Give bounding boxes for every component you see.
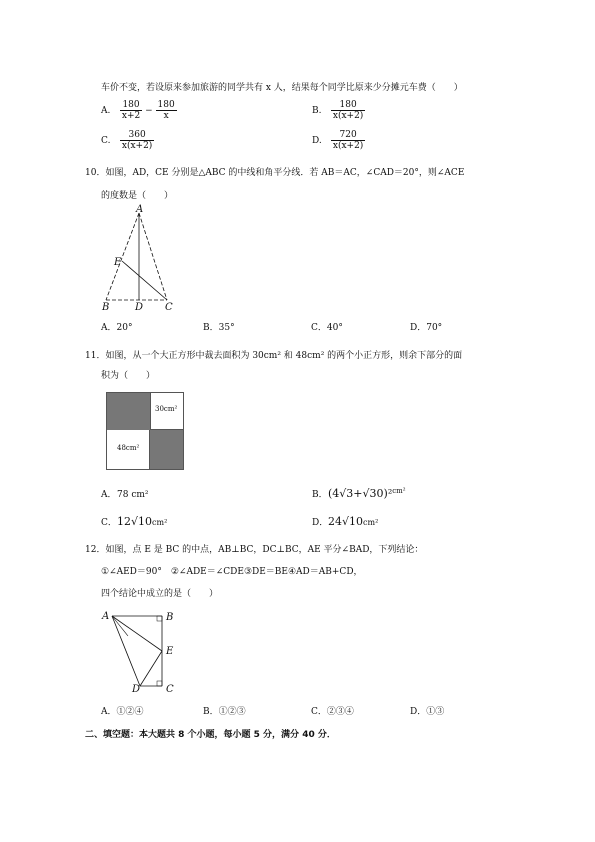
q9-option-a-den2: x (163, 111, 169, 121)
q10-option-b[interactable]: B．35° (203, 323, 235, 333)
q10-stem-line1: 10．如图，AD，CE 分别是△ABC 的中线和角平分线．若 AB＝AC，∠CAD＝20°，则∠ACE (85, 168, 465, 178)
q9-option-a-operator: − (145, 106, 153, 116)
q9-stem: 车价不变，若设原来参加旅游的同学共有 x 人，结果每个同学比原来少分摊元车费（ ） (101, 83, 463, 93)
q11-option-a[interactable] (101, 487, 149, 500)
q9-option-c-num: 360 (120, 130, 154, 141)
q10-label-d: D (135, 302, 144, 313)
q9-option-b-num: 180 (331, 100, 365, 111)
q9-option-b[interactable] (312, 100, 365, 121)
q11-square-30 (150, 393, 183, 430)
q11-option-b-letter: B． (312, 490, 328, 500)
q9-option-d-letter: D. (312, 136, 322, 146)
q11-option-d-expression: 24√10 (328, 515, 364, 528)
q9-option-b-letter: B. (312, 106, 322, 116)
q11-option-b[interactable] (312, 487, 406, 500)
q9-option-c-letter: C. (101, 136, 111, 146)
q10-option-a[interactable]: A．20° (101, 323, 133, 333)
q9-option-d-den: x(x+2) (332, 141, 364, 151)
q9-option-a-frac2 (156, 100, 177, 121)
q9-option-a-den1: x+2 (121, 111, 141, 121)
q12-option-c[interactable]: C．②③④ (311, 707, 354, 717)
q12-label-a: A (102, 611, 110, 622)
q10-triangle-figure (95, 203, 190, 313)
q9-option-b-frac (331, 100, 365, 121)
q11-stem-line2: 积为（ ） (101, 371, 156, 381)
q11-stem-line1: 11．如图，从一个大正方形中裁去面积为 30cm² 和 48cm² 的两个小正方形，则余下部分的面 (85, 351, 463, 361)
q9-option-a-letter: A. (101, 106, 111, 116)
q9-option-c-den: x(x+2) (121, 141, 153, 151)
q10-label-b: B (102, 302, 110, 313)
q11-square-48-label: 48cm² (117, 444, 140, 452)
q11-option-d[interactable] (312, 515, 378, 528)
q10-label-e: E (114, 257, 122, 268)
q11-option-c-expression: 12√10 (117, 515, 153, 528)
q12-label-c: C (166, 684, 174, 694)
q11-option-c-unit: cm² (152, 518, 168, 527)
q9-option-a[interactable] (101, 100, 177, 121)
q9-option-a-frac1 (120, 100, 142, 121)
q9-option-c[interactable] (101, 130, 154, 151)
section-heading-fill-in: 二、填空题：本大题共 8 个小题，每小题 5 分，满分 40 分． (85, 730, 336, 740)
q9-option-d-frac (331, 130, 365, 151)
q12-stem-line3: 四个结论中成立的是（ ） (101, 589, 219, 599)
q9-option-a-num1: 180 (120, 100, 142, 111)
q11-option-d-unit: cm² (363, 518, 379, 527)
q11-option-c[interactable] (101, 515, 167, 528)
q11-option-c-letter: C． (101, 518, 117, 528)
q12-option-d[interactable]: D．①③ (410, 707, 445, 717)
q11-shaded-bottom-right (150, 430, 183, 469)
q12-stem-line1: 12．如图，点 E 是 BC 的中点，AB⊥BC，DC⊥BC，AE 平分∠BAD，下列结论： (85, 545, 424, 555)
q12-option-a[interactable]: A．①②④ (101, 707, 144, 717)
q9-option-b-den: x(x+2) (332, 111, 364, 121)
q10-option-d[interactable]: D．70° (410, 323, 443, 333)
q11-option-b-unit: cm² (392, 487, 406, 495)
q9-option-d[interactable] (312, 130, 365, 151)
q12-stem-line2: ①∠AED＝90° ②∠ADE＝∠CDE③DE＝BE④AD＝AB+CD， (101, 567, 363, 577)
q11-square-figure (106, 392, 184, 470)
q11-option-a-text: 78 cm² (117, 490, 149, 500)
q10-option-c[interactable]: C．40° (311, 323, 343, 333)
q11-square-48 (107, 430, 150, 469)
q11-square-30-label: 30cm² (155, 405, 178, 413)
q12-option-b[interactable]: B．①②③ (203, 707, 246, 717)
q11-shaded-top-left (107, 393, 150, 430)
q9-option-c-frac (120, 130, 154, 151)
q11-option-b-expression: (4√3+√30)² (328, 487, 393, 500)
q11-option-a-letter: A． (101, 490, 117, 500)
q11-option-d-letter: D． (312, 518, 329, 528)
q12-label-b: B (166, 612, 174, 623)
q12-label-e: E (166, 646, 174, 657)
q9-option-a-num2: 180 (157, 100, 175, 110)
q10-label-a: A (136, 204, 144, 215)
q12-trapezoid-figure (100, 606, 185, 694)
q10-label-c: C (165, 302, 173, 313)
q12-label-d: D (132, 684, 141, 694)
q10-stem-line2: 的度数是（ ） (101, 191, 174, 201)
q9-option-d-num: 720 (331, 130, 365, 141)
